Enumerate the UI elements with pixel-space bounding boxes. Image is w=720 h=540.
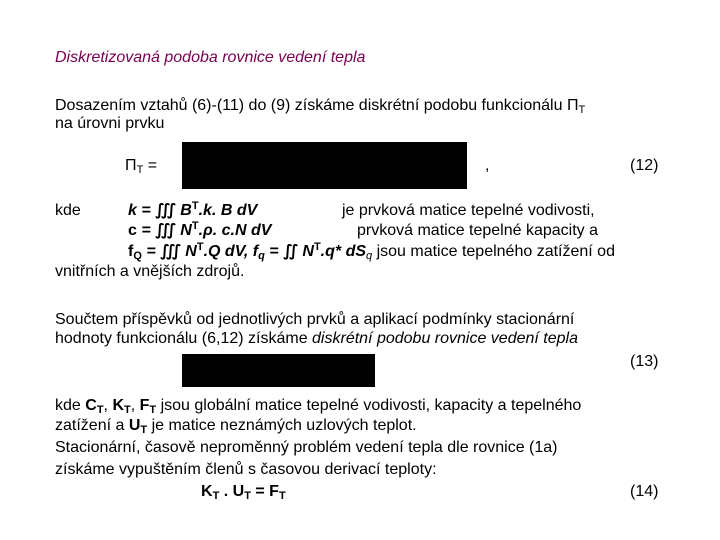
paragraph-sum-line2	[55, 329, 578, 349]
eq14-U-sub: T	[244, 490, 251, 502]
equation-12-lhs	[125, 156, 157, 176]
pi-symbol: Π	[125, 157, 137, 174]
fq-expr-a: = ∬ N	[264, 243, 314, 260]
equation-13-number: (13)	[630, 353, 659, 370]
U-sub: T	[140, 424, 148, 436]
eq14-F-sub: T	[278, 490, 286, 502]
F-symbol: F	[139, 397, 150, 414]
sep1: ,	[103, 397, 113, 414]
pi-subscript: T	[136, 164, 144, 176]
redacted-equation-12	[182, 142, 467, 189]
sum-emphasis: diskrétní podobu rovnice vedení tepla	[312, 330, 578, 347]
k-expr-b: .k. B dV	[198, 202, 258, 219]
paragraph-intro-line1	[55, 96, 585, 116]
paragraph-global-line4: získáme vypuštěním členů s časovou derivací teploty:	[55, 461, 437, 478]
c-symbol: c	[128, 222, 137, 239]
defs-line4: vnitřních a vnějších zdrojů.	[55, 263, 245, 280]
c-sup: T	[191, 220, 199, 232]
F-sub: T	[149, 404, 157, 416]
fq-sub: q	[258, 250, 265, 262]
redacted-equation-13	[182, 354, 375, 387]
defs-kde: kde	[55, 202, 81, 219]
f-symbol: f	[128, 243, 134, 260]
K-symbol: K	[112, 397, 124, 414]
page-title: Diskretizovaná podoba rovnice vedení tepla	[55, 49, 366, 66]
equation-14-number: (14)	[630, 483, 659, 500]
paragraph-global-line2	[55, 416, 417, 436]
equation-12-comma: ,	[485, 157, 490, 174]
equation-12-number: (12)	[630, 157, 659, 174]
eq14-equals: =	[250, 483, 270, 500]
f-expr-b: .Q dV,	[203, 243, 253, 260]
eq14-dot: .	[219, 483, 233, 500]
kde-text: kde	[55, 397, 86, 414]
f-sub: Q	[133, 250, 142, 262]
k-description: je prvková matice tepelné vodivosti,	[342, 202, 595, 219]
c-definition	[128, 221, 271, 241]
f-expr-a: = ∭ N	[141, 243, 197, 260]
K-sub: T	[124, 404, 131, 416]
teplot-text: je matice neznámých uzlových teplot.	[147, 417, 417, 434]
C-sub: T	[96, 404, 104, 416]
k-sup: T	[191, 200, 199, 212]
intro-text: Dosazením vztahů (6)-(11) do (9) získáme diskrétní podobu funkcionálu Π	[55, 97, 579, 114]
eq14-K-sub: T	[212, 490, 220, 502]
c-expr-b: .ρ. c.N dV	[198, 222, 272, 239]
C-symbol: C	[85, 397, 97, 414]
eq14-U: U	[232, 483, 245, 500]
paragraph-sum-line1: Součtem příspěvků od jednotlivých prvků a aplikací podmínky stacionární	[55, 311, 575, 328]
k-symbol: k	[128, 202, 137, 219]
f-sup: T	[196, 241, 204, 253]
sum-text: hodnoty funkcionálu (6,12) získáme	[55, 330, 313, 347]
f-description: jsou matice tepelného zatížení od	[372, 243, 615, 260]
eq14-F: F	[269, 483, 279, 500]
f-definition	[128, 242, 615, 262]
paragraph-intro-line2: na úrovni prvku	[55, 115, 165, 132]
paragraph-global-line1	[55, 396, 581, 416]
fq-sup: T	[313, 241, 321, 253]
equals-sign: =	[143, 157, 158, 174]
c-description: prvková matice tepelné kapacity a	[357, 222, 599, 239]
fq-expr-b: .q* dS	[320, 243, 367, 260]
zatizeni-text: zatížení a	[55, 417, 129, 434]
sep2: ,	[130, 397, 140, 414]
equation-14	[201, 482, 286, 502]
c-expr-a: = ∭ N	[136, 222, 192, 239]
k-definition	[128, 201, 257, 221]
U-symbol: U	[128, 417, 141, 434]
k-expr-a: = ∭ B	[136, 202, 192, 219]
fq-sub2: q	[366, 250, 373, 262]
global-text: jsou globální matice tepelné vodivosti, kapacity a tepelného	[156, 397, 582, 414]
paragraph-global-line3: Stacionární, časově neproměnný problém vedení tepla dle rovnice (1a)	[55, 439, 558, 456]
eq14-K: K	[201, 483, 213, 500]
fq-symbol: f	[252, 243, 259, 260]
intro-subscript: T	[578, 104, 586, 116]
